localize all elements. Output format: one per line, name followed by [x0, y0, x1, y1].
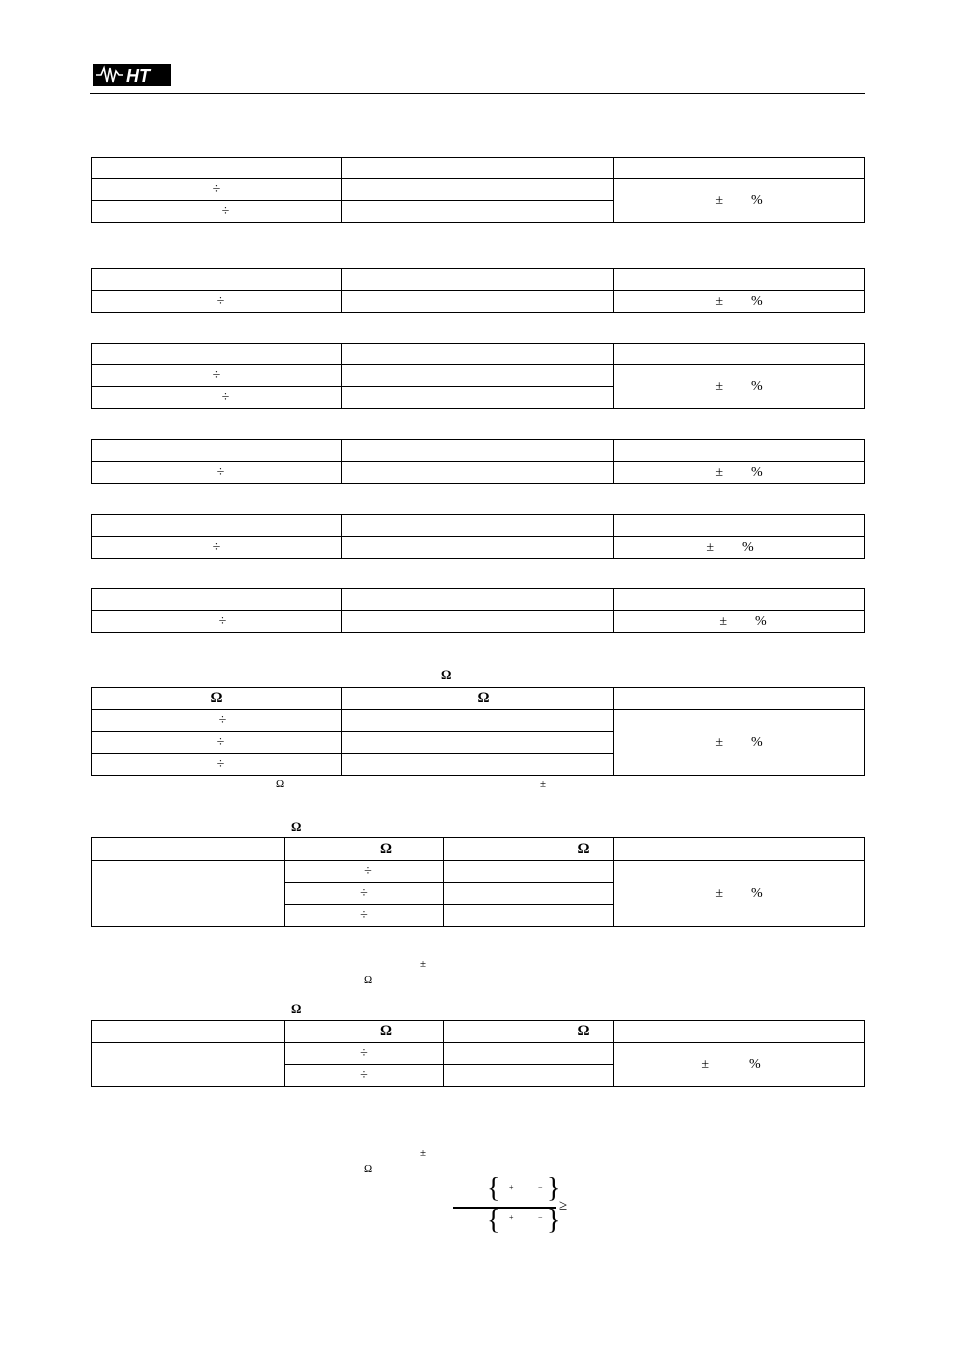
- spec-table-8: [91, 837, 865, 927]
- accuracy-text: ± %: [715, 734, 763, 750]
- spec-table-1: [91, 157, 865, 223]
- ht-logo: [93, 62, 171, 88]
- note-ohm-symbol: Ω: [364, 1163, 373, 1175]
- minus-sign: −: [538, 1213, 543, 1222]
- range-symbol: ÷: [212, 367, 221, 383]
- spec-table-7: [91, 687, 865, 776]
- spec-table-5: [91, 514, 865, 559]
- logo-text: HT: [126, 66, 150, 86]
- brace-close: }: [547, 1173, 561, 1204]
- range-symbol: ÷: [364, 863, 372, 879]
- header-ohm-symbol: Ω: [577, 840, 590, 857]
- range-symbol: ÷: [216, 756, 225, 772]
- fraction-bar: [453, 1207, 556, 1209]
- range-symbol: ÷: [360, 1067, 368, 1083]
- spec-table-6: [91, 588, 865, 633]
- range-symbol: ÷: [360, 907, 368, 923]
- spec-table-3: [91, 343, 865, 409]
- section-ohm-symbol: Ω: [291, 1001, 302, 1016]
- plus-sign: +: [509, 1183, 514, 1192]
- note-plus-minus: ±: [540, 778, 547, 790]
- section-ohm-symbol: Ω: [291, 819, 302, 834]
- range-symbol: ÷: [360, 885, 368, 901]
- accuracy-text: ± %: [715, 378, 763, 394]
- minus-sign: −: [538, 1183, 543, 1192]
- spec-table-9: [91, 1020, 865, 1087]
- range-symbol: ÷: [218, 613, 227, 629]
- range-symbol: ÷: [216, 293, 225, 309]
- spec-table-2: [91, 268, 865, 313]
- accuracy-text: ± %: [715, 192, 763, 208]
- brace-open: {: [487, 1205, 501, 1236]
- note-plus-minus: ±: [420, 1147, 427, 1159]
- header-ohm-symbol: Ω: [577, 1023, 590, 1039]
- range-symbol: ÷: [212, 539, 221, 555]
- range-symbol: ÷: [218, 712, 227, 728]
- range-symbol: ÷: [360, 1045, 368, 1061]
- header-ohm-symbol: Ω: [379, 840, 392, 857]
- header-rule: [90, 93, 865, 94]
- note-ohm-symbol: Ω: [364, 974, 373, 986]
- note-ohm-symbol: Ω: [276, 778, 285, 790]
- accuracy-text: ± %: [706, 539, 754, 555]
- accuracy-text: ± %: [719, 613, 767, 629]
- header-ohm-symbol: Ω: [477, 690, 490, 706]
- header-ohm-symbol: Ω: [210, 690, 223, 706]
- accuracy-text: ± %: [715, 885, 763, 901]
- accuracy-text: ± %: [701, 1056, 761, 1072]
- range-symbol: ÷: [216, 464, 225, 480]
- note-plus-minus: ±: [420, 958, 427, 970]
- header-ohm-symbol: Ω: [379, 1023, 392, 1039]
- brace-close: }: [547, 1205, 561, 1236]
- range-symbol: ÷: [221, 389, 230, 405]
- geq-sign: ≥: [559, 1198, 568, 1214]
- spec-table-4: [91, 439, 865, 484]
- accuracy-text: ± %: [715, 293, 763, 309]
- brace-open: {: [487, 1173, 501, 1204]
- plus-sign: +: [509, 1213, 514, 1222]
- range-symbol: ÷: [212, 181, 221, 197]
- accuracy-text: ± %: [715, 464, 763, 480]
- section-ohm-symbol: Ω: [441, 667, 452, 682]
- range-symbol: ÷: [221, 203, 230, 219]
- range-symbol: ÷: [216, 734, 225, 750]
